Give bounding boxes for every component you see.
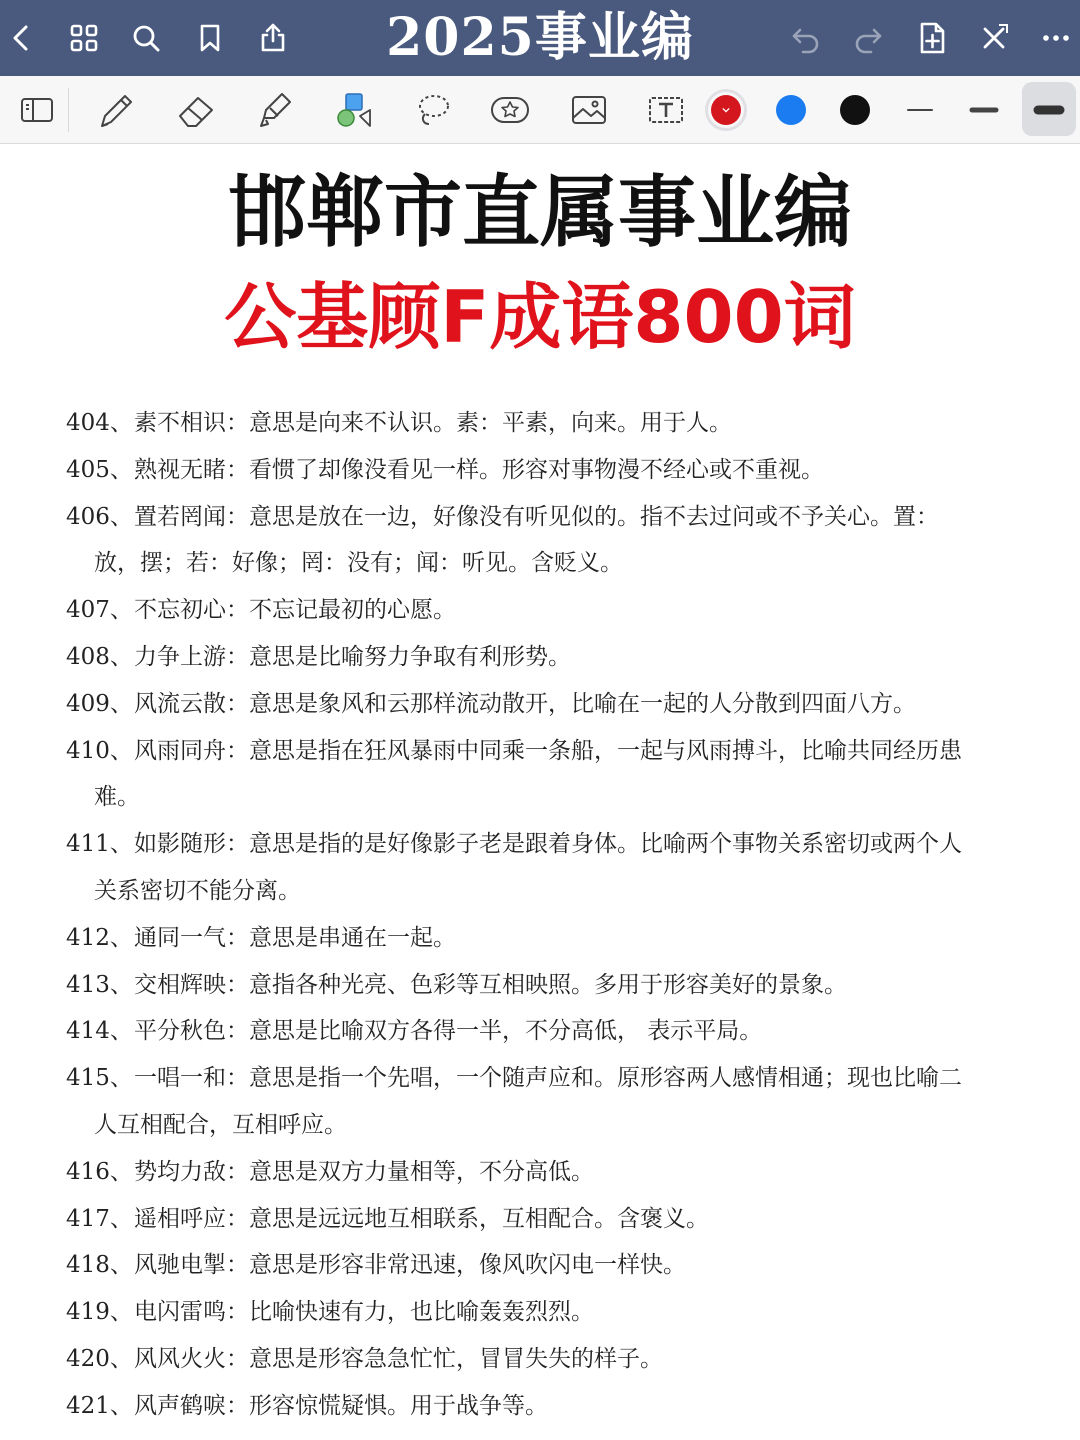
- entry-number: 415、: [66, 1065, 133, 1092]
- entry-number: 404、: [66, 410, 133, 436]
- idiom-entry: [66, 587, 1026, 634]
- annotation-toolbar: [0, 76, 1080, 144]
- color-red-swatch[interactable]: [702, 86, 750, 134]
- grid-icon[interactable]: [64, 18, 104, 58]
- entry-number: 421、: [66, 1392, 133, 1419]
- idiom-entry: [66, 1383, 1026, 1430]
- entry-text: 风风火火：意思是形容急急忙忙，冒冒失失的样子。: [134, 1345, 663, 1372]
- undo-icon[interactable]: [786, 18, 826, 58]
- entry-continuation: 人互相配合，互相呼应。: [94, 1111, 347, 1138]
- entry-text: 交相辉映：意指各种光亮、色彩等互相映照。多用于形容美好的景象。: [134, 971, 847, 998]
- text-icon[interactable]: [642, 86, 690, 134]
- back-icon[interactable]: [2, 18, 42, 58]
- image-icon[interactable]: [565, 86, 613, 134]
- color-black-swatch[interactable]: [831, 86, 879, 134]
- entry-text: 一唱一和：意思是指一个先唱，一个随声应和。原形容两人感情相通；现也比喻二: [134, 1065, 962, 1092]
- sidebar-icon[interactable]: [14, 86, 62, 134]
- color-blue-swatch[interactable]: [767, 86, 815, 134]
- page-subheading: 公基顾F成语800词: [224, 275, 856, 359]
- idiom-list: [66, 400, 1026, 1430]
- entry-text: 风驰电掣：意思是形容非常迅速，像风吹闪电一样快。: [134, 1252, 686, 1279]
- idiom-entry: [66, 1289, 1026, 1336]
- entry-number: 409、: [66, 690, 133, 717]
- entry-continuation: 关系密切不能分离。: [94, 877, 301, 904]
- entry-number: 414、: [66, 1018, 133, 1045]
- stroke-medium-option[interactable]: [960, 86, 1008, 134]
- close-pen-icon[interactable]: [974, 18, 1014, 58]
- pen-icon[interactable]: [92, 86, 140, 134]
- lasso-icon[interactable]: [409, 86, 457, 134]
- entry-text: 置若罔闻：意思是放在一边，好像没有听见似的。指不去过问或不予关心。置：: [134, 503, 939, 530]
- entry-number: 418、: [66, 1252, 133, 1279]
- toolbar-divider: [68, 88, 69, 132]
- idiom-entry: [66, 915, 1026, 962]
- idiom-entry: [66, 1008, 1026, 1055]
- idiom-entry: [66, 1336, 1026, 1383]
- entry-number: 420、: [66, 1345, 133, 1372]
- stroke-thin-option[interactable]: [896, 86, 944, 134]
- idiom-entry: [66, 821, 1026, 915]
- highlighter-icon[interactable]: [250, 86, 298, 134]
- idiom-entry: [66, 400, 1026, 447]
- bookmark-icon[interactable]: [190, 18, 230, 58]
- entry-number: 406、: [66, 503, 133, 530]
- entry-number: 417、: [66, 1205, 133, 1232]
- entry-number: 408、: [66, 643, 133, 670]
- idiom-entry: [66, 447, 1026, 494]
- entry-number: 413、: [66, 971, 133, 998]
- entry-number: 407、: [66, 597, 133, 624]
- entry-text: 通同一气：意思是串通在一起。: [134, 924, 456, 951]
- idiom-entry: [66, 681, 1026, 728]
- redo-icon[interactable]: [848, 18, 888, 58]
- idiom-entry: [66, 962, 1026, 1009]
- idiom-entry: [66, 728, 1026, 822]
- idiom-entry: [66, 1149, 1026, 1196]
- search-icon[interactable]: [126, 18, 166, 58]
- idiom-entry: [66, 494, 1026, 588]
- entry-text: 势均力敌：意思是双方力量相等，不分高低。: [134, 1158, 594, 1185]
- entry-number: 412、: [66, 924, 133, 951]
- entry-text: 平分秋色：意思是比喻双方各得一半，不分高低， 表示平局。: [134, 1018, 763, 1045]
- entry-text: 不忘初心：不忘记最初的心愿。: [134, 597, 456, 624]
- add-page-icon[interactable]: [912, 18, 952, 58]
- eraser-icon[interactable]: [172, 86, 220, 134]
- entry-continuation: 难。: [94, 784, 140, 811]
- sticker-icon[interactable]: [486, 86, 534, 134]
- share-icon[interactable]: [253, 18, 293, 58]
- shapes-icon[interactable]: [330, 86, 378, 134]
- entry-number: 419、: [66, 1299, 133, 1326]
- entry-text: 风流云散：意思是象风和云那样流动散开，比喻在一起的人分散到四面八方。: [134, 690, 916, 717]
- entry-text: 遥相呼应：意思是远远地互相联系，互相配合。含褒义。: [134, 1205, 709, 1232]
- idiom-entry: [66, 1055, 1026, 1149]
- idiom-entry: [66, 634, 1026, 681]
- entry-number: 405、: [66, 456, 133, 483]
- entry-text: 素不相识：意思是向来不认识。素：平素，向来。用于人。: [134, 410, 732, 436]
- entry-text: 电闪雷鸣：比喻快速有力，也比喻轰轰烈烈。: [134, 1299, 594, 1326]
- entry-text: 风雨同舟：意思是指在狂风暴雨中同乘一条船，一起与风雨搏斗，比喻共同经历患: [134, 737, 962, 764]
- idiom-entry: [66, 1196, 1026, 1243]
- more-icon[interactable]: [1036, 18, 1076, 58]
- entry-number: 411、: [66, 831, 133, 858]
- entry-number: 416、: [66, 1158, 133, 1185]
- idiom-entry: [66, 1242, 1026, 1289]
- red-swatch-dot: [711, 95, 741, 125]
- entry-text: 熟视无睹：看惯了却像没看见一样。形容对事物漫不经心或不重视。: [134, 456, 824, 483]
- entry-text: 力争上游：意思是比喻努力争取有利形势。: [134, 643, 571, 670]
- entry-text: 风声鹤唳：形容惊慌疑惧。用于战争等。: [134, 1392, 548, 1419]
- page-heading: 邯郸市直属事业编: [227, 168, 852, 258]
- entry-text: 如影随形：意思是指的是好像影子老是跟着身体。比喻两个事物关系密切或两个人: [134, 831, 962, 858]
- entry-number: 410、: [66, 737, 133, 764]
- top-nav-bar: [0, 0, 1080, 76]
- entry-continuation: 放，摆；若：好像；罔：没有；闻：听见。含贬义。: [94, 550, 623, 577]
- document-title: 2025事业编: [386, 7, 694, 68]
- stroke-thick-option[interactable]: [1025, 86, 1073, 134]
